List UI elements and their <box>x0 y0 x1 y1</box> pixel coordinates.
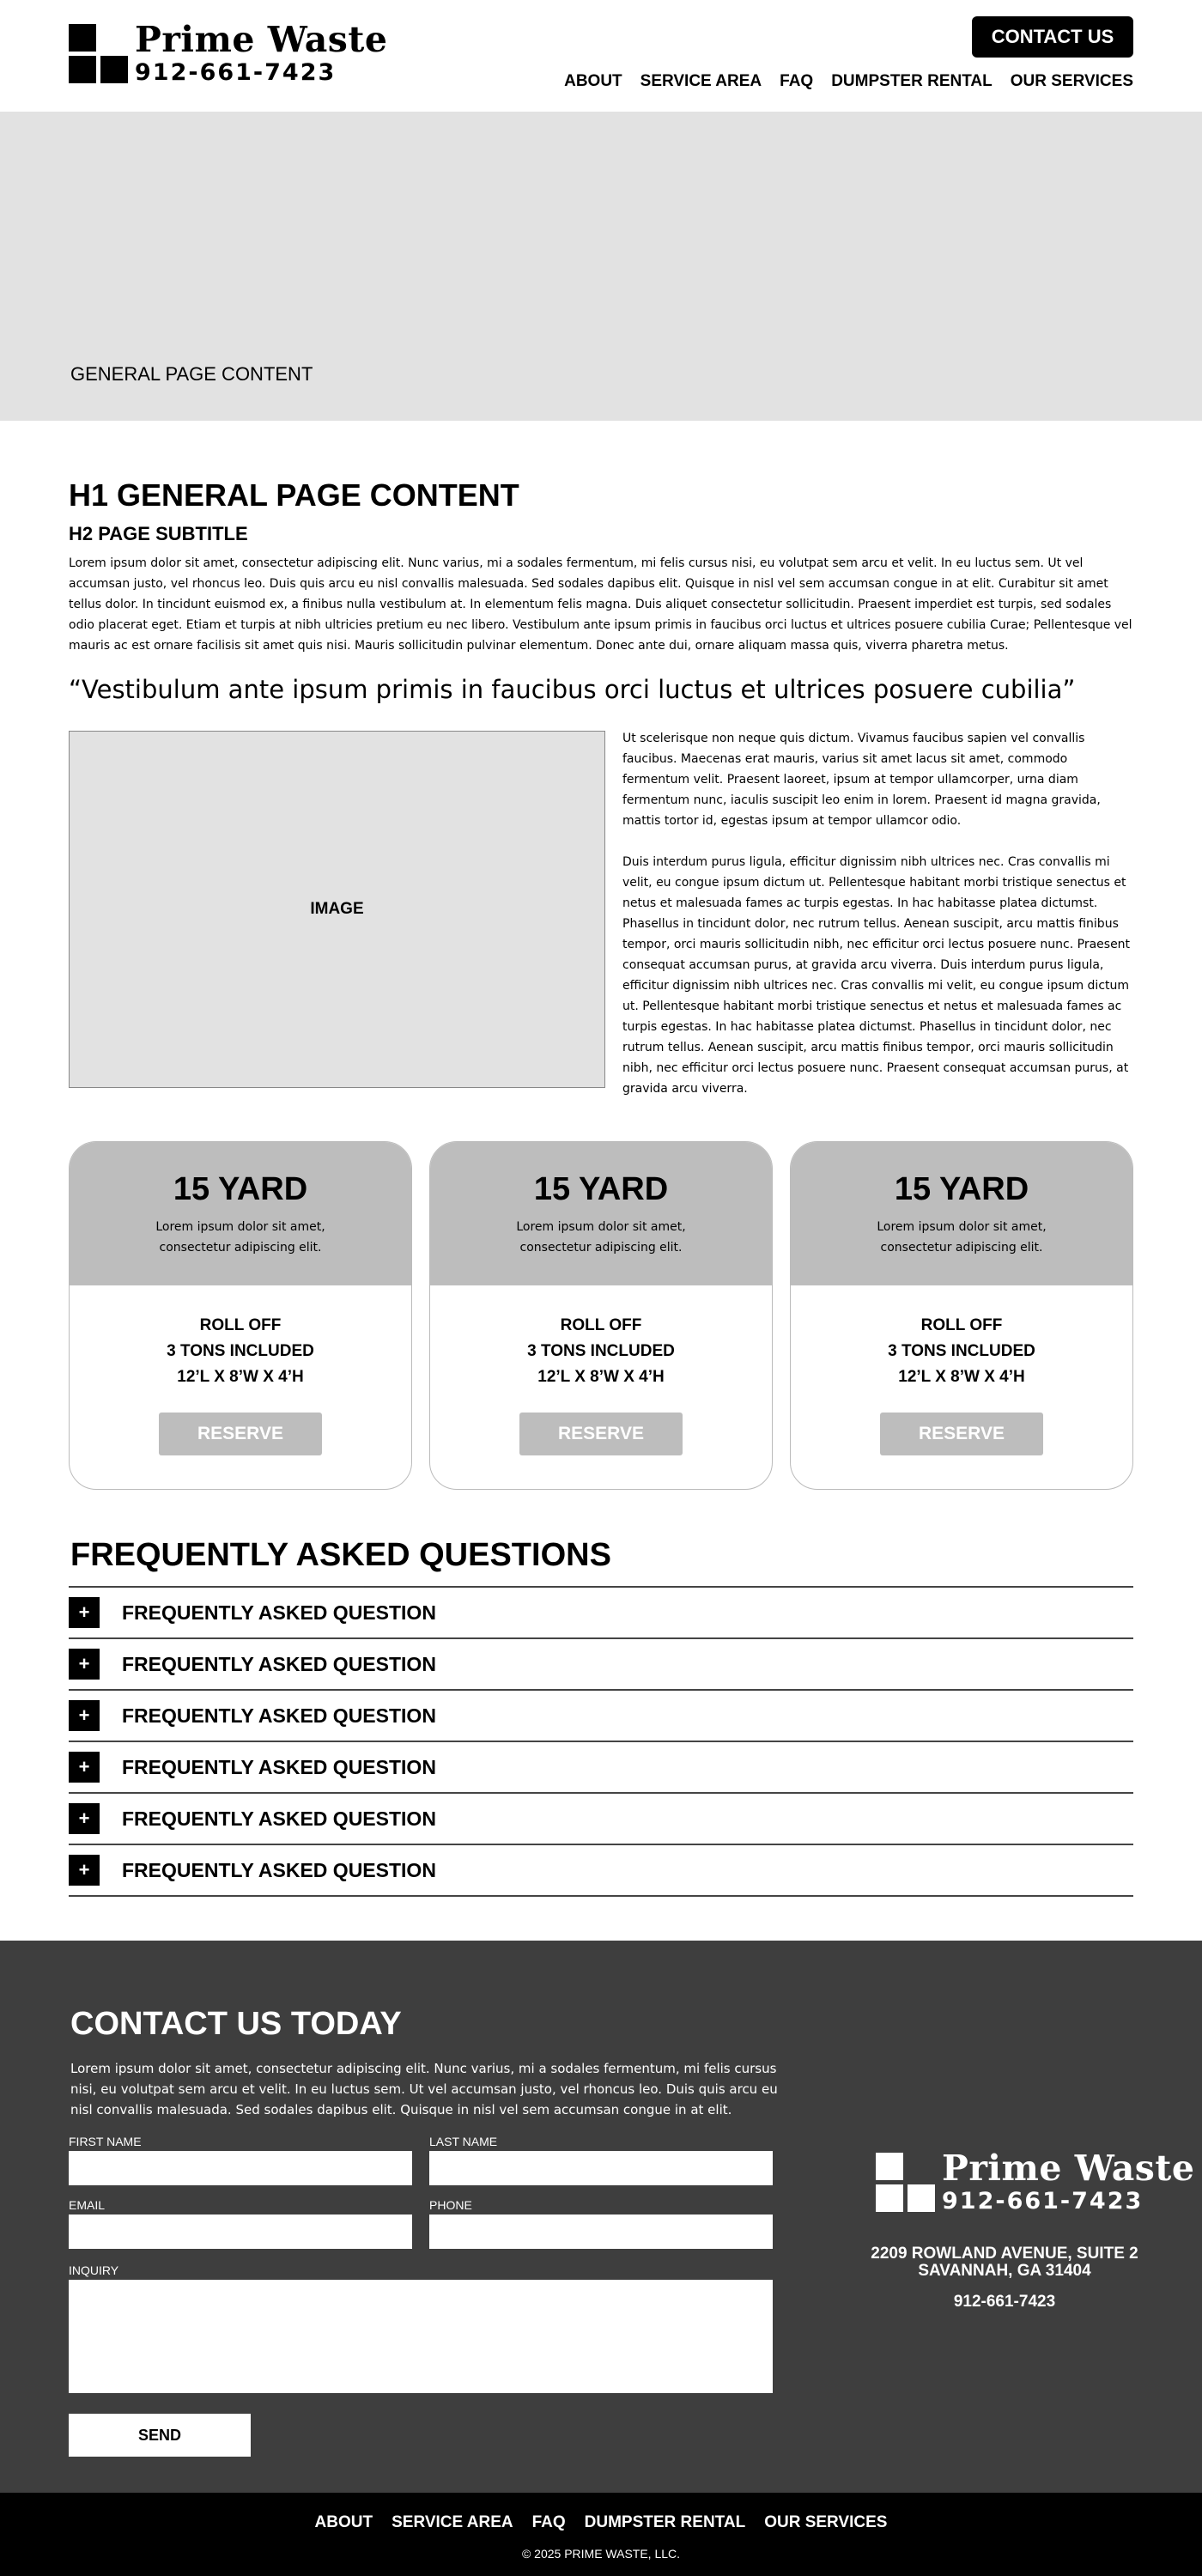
email-label: EMAIL <box>69 2198 106 2212</box>
card-spec-type: ROLL OFF <box>560 1316 642 1334</box>
plus-icon[interactable]: + <box>69 1649 100 1680</box>
footer-nav-dumpster-rental[interactable]: DUMPSTER RENTAL <box>584 2513 746 2531</box>
card-title: 15 YARD <box>533 1171 669 1207</box>
footer-nav-about[interactable]: ABOUT <box>314 2513 373 2531</box>
hero-banner <box>0 112 1202 421</box>
phone-field[interactable] <box>429 2215 773 2249</box>
logo-mark-icon <box>876 2153 935 2212</box>
nav-about[interactable]: ABOUT <box>564 72 622 90</box>
nav-dumpster-rental[interactable]: DUMPSTER RENTAL <box>831 72 993 90</box>
faq-question: FREQUENTLY ASKED QUESTION <box>122 1601 436 1624</box>
logo-name: Prime Waste <box>135 19 388 60</box>
logo-name: Prime Waste <box>942 2148 1195 2189</box>
faq-item[interactable] <box>69 1742 1133 1794</box>
faq-item[interactable] <box>69 1639 1133 1691</box>
card-spec-type: ROLL OFF <box>920 1316 1003 1334</box>
plus-icon[interactable]: + <box>69 1700 100 1731</box>
side-paragraph-1: Ut scelerisque non neque quis dictum. Vivamus faucibus sapien vel convallis faucibus. Maecenas erat mauris, varius sit amet lacus sit amet, commodo fermentum velit. Praesent laoreet, ipsum at tempor ullamcorper, urna diam fermentum nunc, iaculis suscipit leo enim in lorem. Praesent id magna gravida, mattis tortor id, egestas ipsum at tempor ullamcor odio. <box>622 732 1101 828</box>
faq-list <box>69 1586 1133 1897</box>
first-name-label: FIRST NAME <box>69 2135 142 2148</box>
faq-item[interactable] <box>69 1845 1133 1897</box>
phone-label: PHONE <box>429 2198 472 2212</box>
nav-faq[interactable]: FAQ <box>780 72 814 90</box>
card-spec-size: 12’L X 8’W X 4’H <box>537 1368 665 1386</box>
send-button[interactable]: SEND <box>69 2414 251 2457</box>
address-line-1: 2209 ROWLAND AVENUE, SUITE 2 <box>871 2245 1138 2263</box>
card-title: 15 YARD <box>173 1171 308 1207</box>
side-paragraph-2: Duis interdum purus ligula, efficitur dignissim nibh ultrices nec. Cras convallis mi velit, eu congue ipsum dictum ut. Pellentesque habitant morbi tristique senectus et netus et malesuada fames ac turpis egestas. In hac habitasse platea dictumst. Phasellus in tincidunt dolor, nec rutrum tellus. Aenean suscipit, arcu mattis finibus tempor, orci mauris sollicitudin nibh, nec efficitur orci lectus posuere nunc. Praesent consequat accumsan purus, at gravida arcu viverra. Duis interdum purus ligula, efficitur dignissim nibh ultrices nec. Cras convallis mi velit, eu congue ipsum dictum ut. Pellentesque habitant morbi tristique senectus et netus et malesuada fames ac turpis egestas. In hac habitasse platea dictumst. Phasellus in tincidunt dolor, nec rutrum tellus. Aenean suscipit, arcu mattis finibus tempor, orci mauris sollicitudin nibh, nec efficitur orci lectus posuere nunc. Praesent consequat accumsan purus, at gravida arcu viverra. <box>622 855 1131 1096</box>
card-spec-tons: 3 TONS INCLUDED <box>527 1342 675 1360</box>
hero-text: GENERAL PAGE CONTENT <box>70 363 313 385</box>
faq-heading: FREQUENTLY ASKED QUESTIONS <box>70 1537 611 1573</box>
plus-icon[interactable]: + <box>69 1803 100 1834</box>
first-name-field[interactable] <box>69 2151 412 2185</box>
card-description: Lorem ipsum dolor sit amet, consectetur adipiscing elit. <box>516 1220 686 1255</box>
plus-icon[interactable]: + <box>69 1855 100 1886</box>
footer-nav-our-services[interactable]: OUR SERVICES <box>764 2513 888 2531</box>
page-subtitle: H2 PAGE SUBTITLE <box>69 523 248 544</box>
last-name-label: LAST NAME <box>429 2135 498 2148</box>
dumpster-card <box>69 1141 412 1490</box>
card-description: Lorem ipsum dolor sit amet, consectetur adipiscing elit. <box>877 1220 1047 1255</box>
nav-service-area[interactable]: SERVICE AREA <box>640 72 762 90</box>
faq-question: FREQUENTLY ASKED QUESTION <box>122 1858 436 1881</box>
pull-quote: “Vestibulum ante ipsum primis in faucibus orci luctus et ultrices posuere cubilia” <box>69 675 1076 704</box>
faq-item[interactable] <box>69 1588 1133 1639</box>
plus-icon[interactable]: + <box>69 1597 100 1628</box>
faq-item[interactable] <box>69 1794 1133 1845</box>
dumpster-card <box>790 1141 1133 1490</box>
copyright: © 2025 PRIME WASTE, LLC. <box>521 2547 681 2561</box>
page-title: H1 GENERAL PAGE CONTENT <box>69 477 519 513</box>
card-title: 15 YARD <box>894 1171 1029 1207</box>
reserve-button[interactable]: RESERVE <box>159 1413 322 1455</box>
card-description: Lorem ipsum dolor sit amet, consectetur adipiscing elit. <box>155 1220 325 1255</box>
contact-heading: CONTACT US TODAY <box>70 2006 402 2042</box>
dumpster-card <box>429 1141 773 1490</box>
contact-us-button[interactable]: CONTACT US <box>972 16 1133 58</box>
card-spec-tons: 3 TONS INCLUDED <box>888 1342 1035 1360</box>
address-line-2: SAVANNAH, GA 31404 <box>918 2262 1091 2280</box>
nav-our-services[interactable]: OUR SERVICES <box>1010 72 1133 90</box>
plus-icon[interactable]: + <box>69 1752 100 1783</box>
footer-nav <box>0 2513 1202 2532</box>
faq-question: FREQUENTLY ASKED QUESTION <box>122 1807 436 1830</box>
logo-phone: 912-661-7423 <box>135 59 337 86</box>
image-label: IMAGE <box>310 900 364 918</box>
card-spec-tons: 3 TONS INCLUDED <box>167 1342 314 1360</box>
side-text <box>622 728 1133 1099</box>
inquiry-label: INQUIRY <box>69 2263 119 2277</box>
logo-mark-icon <box>69 24 128 83</box>
faq-question: FREQUENTLY ASKED QUESTION <box>122 1652 436 1675</box>
faq-question: FREQUENTLY ASKED QUESTION <box>122 1755 436 1778</box>
faq-item[interactable] <box>69 1691 1133 1742</box>
image-placeholder <box>69 731 605 1088</box>
header-logo[interactable] <box>69 19 388 86</box>
logo-phone: 912-661-7423 <box>942 2188 1144 2215</box>
card-spec-size: 12’L X 8’W X 4’H <box>898 1368 1025 1386</box>
faq-question: FREQUENTLY ASKED QUESTION <box>122 1704 436 1727</box>
contact-copy: Lorem ipsum dolor sit amet, consectetur adipiscing elit. Nunc varius, mi a sodales fermentum, mi felis cursus nisi, eu volutpat sem arcu et velit. In eu luctus sem. Ut vel accumsan justo, vel rhoncus leo. Duis quis arcu eu nisl convallis malesuada. Sed sodales dapibus elit. Quisque in nisl vel sem accumsan congue in at elit. <box>70 2061 778 2117</box>
site-footer <box>0 2493 1202 2576</box>
card-spec-type: ROLL OFF <box>199 1316 282 1334</box>
site-header <box>0 0 1202 112</box>
contact-section <box>0 1941 1202 2493</box>
reserve-button[interactable]: RESERVE <box>880 1413 1043 1455</box>
card-spec-size: 12’L X 8’W X 4’H <box>177 1368 304 1386</box>
footer-nav-faq[interactable]: FAQ <box>531 2513 566 2531</box>
contact-phone[interactable]: 912-661-7423 <box>953 2293 1056 2311</box>
footer-nav-service-area[interactable]: SERVICE AREA <box>392 2513 513 2531</box>
reserve-button[interactable]: RESERVE <box>519 1413 683 1455</box>
intro-paragraph: Lorem ipsum dolor sit amet, consectetur adipiscing elit. Nunc varius, mi a sodales fermentum, mi felis cursus nisi, eu volutpat sem arcu et velit. In eu luctus sem. Ut vel accumsan justo, vel rhoncus leo. Duis quis arcu eu nisl convallis malesuada. Sed sodales dapibus elit. Quisque in nisl vel sem accumsan congue in at elit. Curabitur sit amet tellus dolor. In tincidunt euismod ex, a finibus nulla vestibulum at. In elementum felis magna. Duis aliquet consectetur sollicitudin. Praesent imperdiet est turpis, sed sodales odio placerat eget. Etiam et turpis at nibh ultricies pretium eu nec libero. Vestibulum ante ipsum primis in faucibus orci luctus et ultrices posuere cubilia Curae; Pellentesque vel mauris ac est ornare facilisis sit amet quis nisi. Mauris sollicitudin pulvinar elementum. Donec ante dui, ornare aliquam massa quis, viverra pharetra metus. <box>69 556 1132 653</box>
inquiry-field[interactable] <box>69 2280 773 2393</box>
address <box>841 2245 1168 2280</box>
email-field[interactable] <box>69 2215 412 2249</box>
footer-logo[interactable] <box>876 2148 1195 2215</box>
last-name-field[interactable] <box>429 2151 773 2185</box>
main-nav <box>564 72 1133 91</box>
